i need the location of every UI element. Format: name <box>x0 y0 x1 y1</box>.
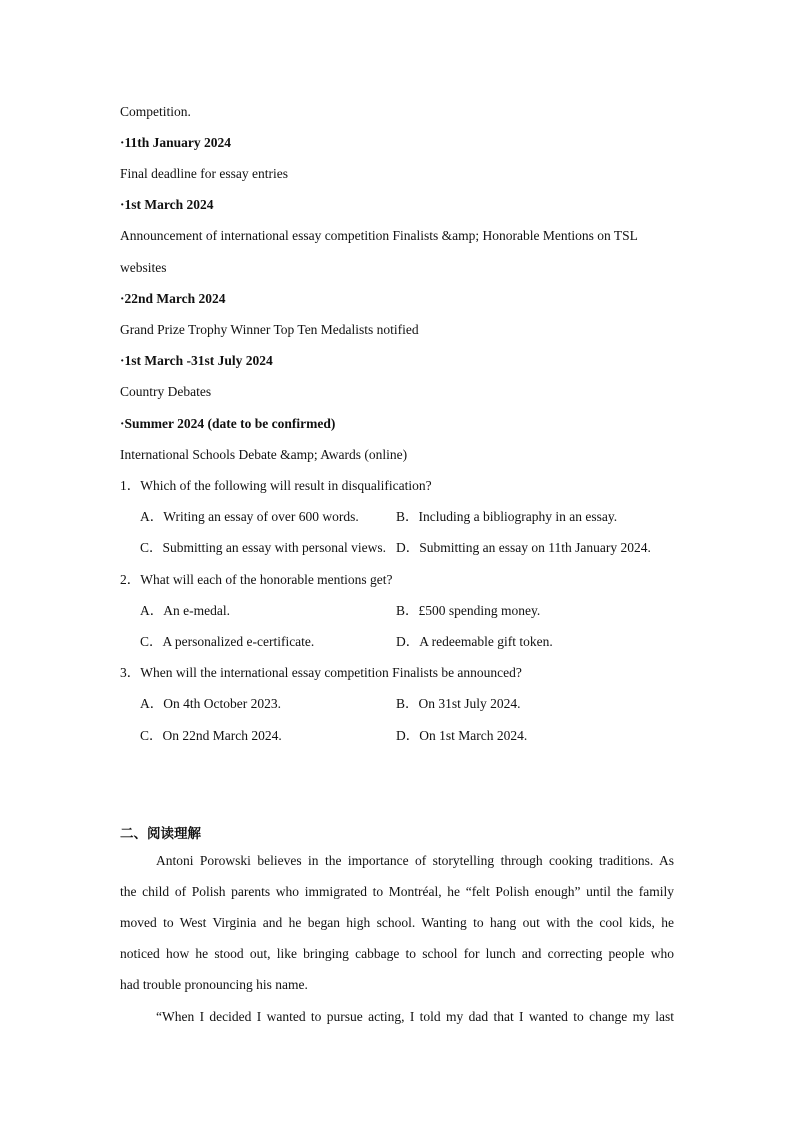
schedule-description: Final deadline for essay entries <box>120 166 288 181</box>
paragraph-line: “When I decided I wanted to pursue acting, I told my dad that I wanted to change my last <box>156 1009 674 1024</box>
schedule-date: ·Summer 2024 (date to be confirmed) <box>120 416 336 431</box>
question-stem: 3．When will the international essay competition Finalists be announced? <box>120 665 522 680</box>
paragraph-line: moved to West Virginia and he began high school. Wanting to hang out with the cool kids, he <box>120 915 674 930</box>
option-b: B．Including a bibliography in an essay. <box>396 509 618 524</box>
schedule-description: websites <box>120 260 167 275</box>
option-c: C．A personalized e-certificate. <box>140 634 315 649</box>
option-a: A．On 4th October 2023. <box>140 696 281 711</box>
schedule-description: Country Debates <box>120 384 212 399</box>
paragraph-line: noticed how he stood out, like bringing cabbage to school for lunch and correcting people who <box>120 946 674 961</box>
option-b: B．£500 spending money. <box>396 603 541 618</box>
schedule-date: ·11th January 2024 <box>120 135 232 150</box>
option-d: D．Submitting an essay on 11th January 2024. <box>396 540 651 555</box>
option-a: A．Writing an essay of over 600 words. <box>140 509 359 524</box>
schedule-description: Announcement of international essay competition Finalists &amp; Honorable Mentions on TSL <box>120 228 638 243</box>
option-a: A．An e-medal. <box>140 603 230 618</box>
option-b: B．On 31st July 2024. <box>396 696 521 711</box>
schedule-text: Competition. <box>120 104 191 119</box>
paragraph-line: Antoni Porowski believes in the importance of storytelling through cooking traditions. As <box>156 853 674 868</box>
schedule-date: ·22nd March 2024 <box>120 291 226 306</box>
option-d: D．On 1st March 2024. <box>396 728 528 743</box>
option-c: C．Submitting an essay with personal views. <box>140 540 386 555</box>
question-stem: 2．What will each of the honorable mentions get? <box>120 572 393 587</box>
question-stem: 1．Which of the following will result in disqualification? <box>120 478 432 493</box>
paragraph-line: the child of Polish parents who immigrated to Montréal, he “felt Polish enough” until the family <box>120 884 674 899</box>
schedule-date: ·1st March 2024 <box>120 197 214 212</box>
paragraph-line: had trouble pronouncing his name. <box>120 977 308 992</box>
option-c: C．On 22nd March 2024. <box>140 728 282 743</box>
option-d: D．A redeemable gift token. <box>396 634 553 649</box>
schedule-date: ·1st March -31st July 2024 <box>120 353 273 368</box>
section-heading: 二、阅读理解 <box>120 826 201 842</box>
schedule-description: Grand Prize Trophy Winner Top Ten Medalists notified <box>120 322 419 337</box>
schedule-description: International Schools Debate &amp; Awards (online) <box>120 447 408 462</box>
